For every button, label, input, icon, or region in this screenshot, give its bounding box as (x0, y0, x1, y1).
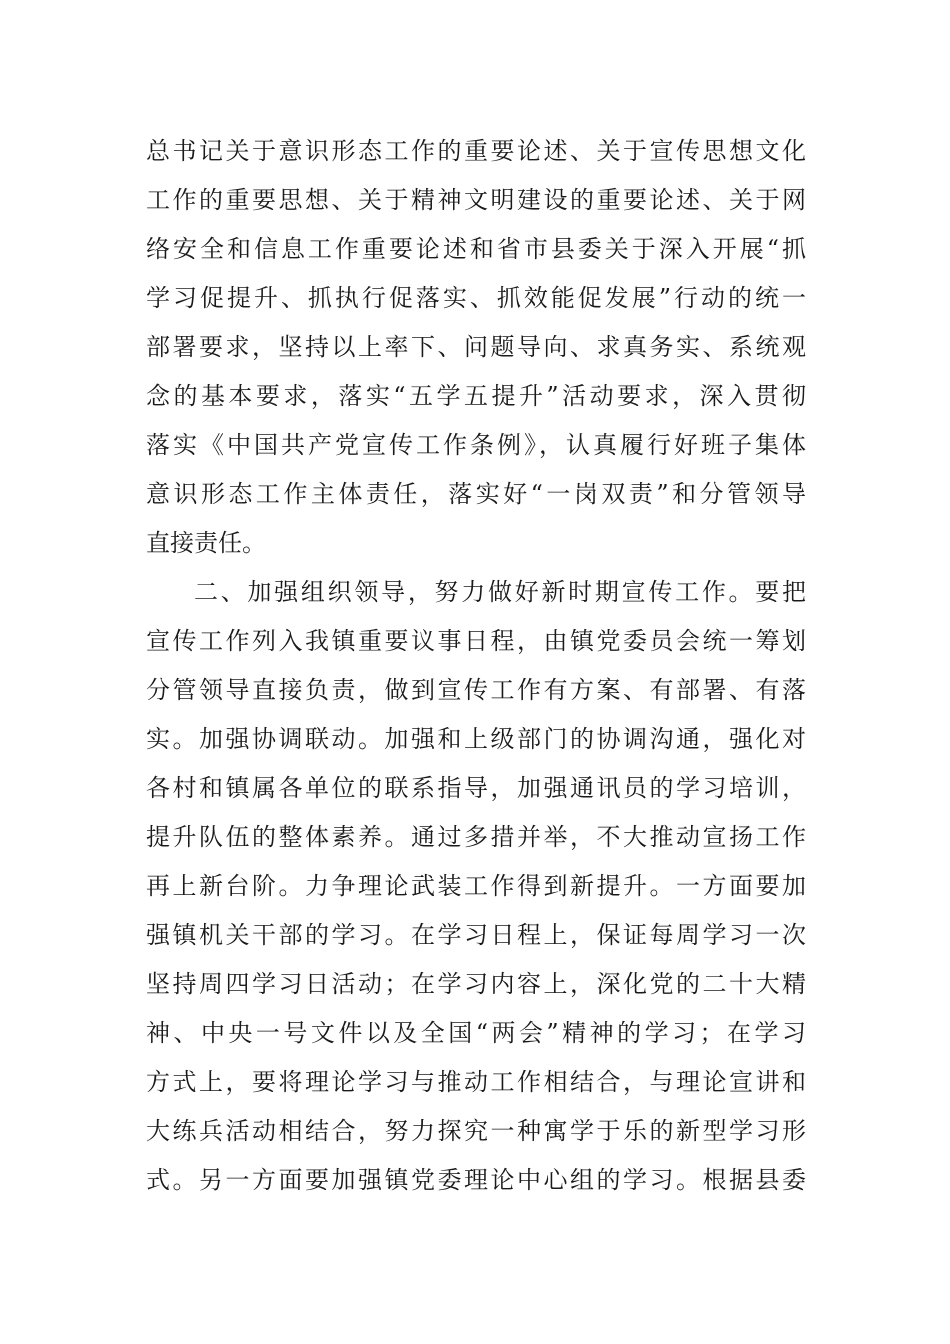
text-line: 落实《中国共产党宣传工作条例》，认真履行好班子集体 (146, 431, 806, 459)
text-line: 神、中央一号文件以及全国“两会”精神的学习；在学习 (146, 1019, 806, 1047)
text-line: 部署要求，坚持以上率下、问题导向、求真务实、系统观 (146, 333, 806, 361)
text-line: 工作的重要思想、关于精神文明建设的重要论述、关于网 (146, 186, 806, 214)
document-body (146, 127, 806, 1205)
text-line: 方式上，要将理论学习与推动工作相结合，与理论宣讲和 (146, 1068, 806, 1096)
text-line: 分管领导直接负责，做到宣传工作有方案、有部署、有落 (146, 676, 806, 704)
text-line: 大练兵活动相结合，努力探究一种寓学于乐的新型学习形 (146, 1117, 806, 1145)
text-line: 坚持周四学习日活动；在学习内容上，深化党的二十大精 (146, 970, 806, 998)
text-line: 各村和镇属各单位的联系指导，加强通讯员的学习培训， (146, 774, 806, 802)
text-line: 念的基本要求，落实“五学五提升”活动要求，深入贯彻 (146, 382, 806, 410)
text-line: 络安全和信息工作重要论述和省市县委关于深入开展“抓 (146, 235, 806, 263)
text-line: 学习促提升、抓执行促落实、抓效能促发展”行动的统一 (146, 284, 806, 312)
text-line: 式。另一方面要加强镇党委理论中心组的学习。根据县委 (146, 1166, 806, 1194)
text-line: 总书记关于意识形态工作的重要论述、关于宣传思想文化 (146, 137, 806, 165)
text-line: 直接责任。 (146, 529, 266, 557)
text-line: 强镇机关干部的学习。在学习日程上，保证每周学习一次 (146, 921, 806, 949)
text-line: 宣传工作列入我镇重要议事日程，由镇党委员会统一筹划 (146, 627, 806, 655)
text-line: 再上新台阶。力争理论武装工作得到新提升。一方面要加 (146, 872, 806, 900)
text-line: 提升队伍的整体素养。通过多措并举，不大推动宣扬工作 (146, 823, 806, 851)
text-line: 意识形态工作主体责任，落实好“一岗双责”和分管领导 (146, 480, 806, 508)
text-line: 二、加强组织领导，努力做好新时期宣传工作。要把 (194, 578, 806, 606)
text-line: 实。加强协调联动。加强和上级部门的协调沟通，强化对 (146, 725, 806, 753)
